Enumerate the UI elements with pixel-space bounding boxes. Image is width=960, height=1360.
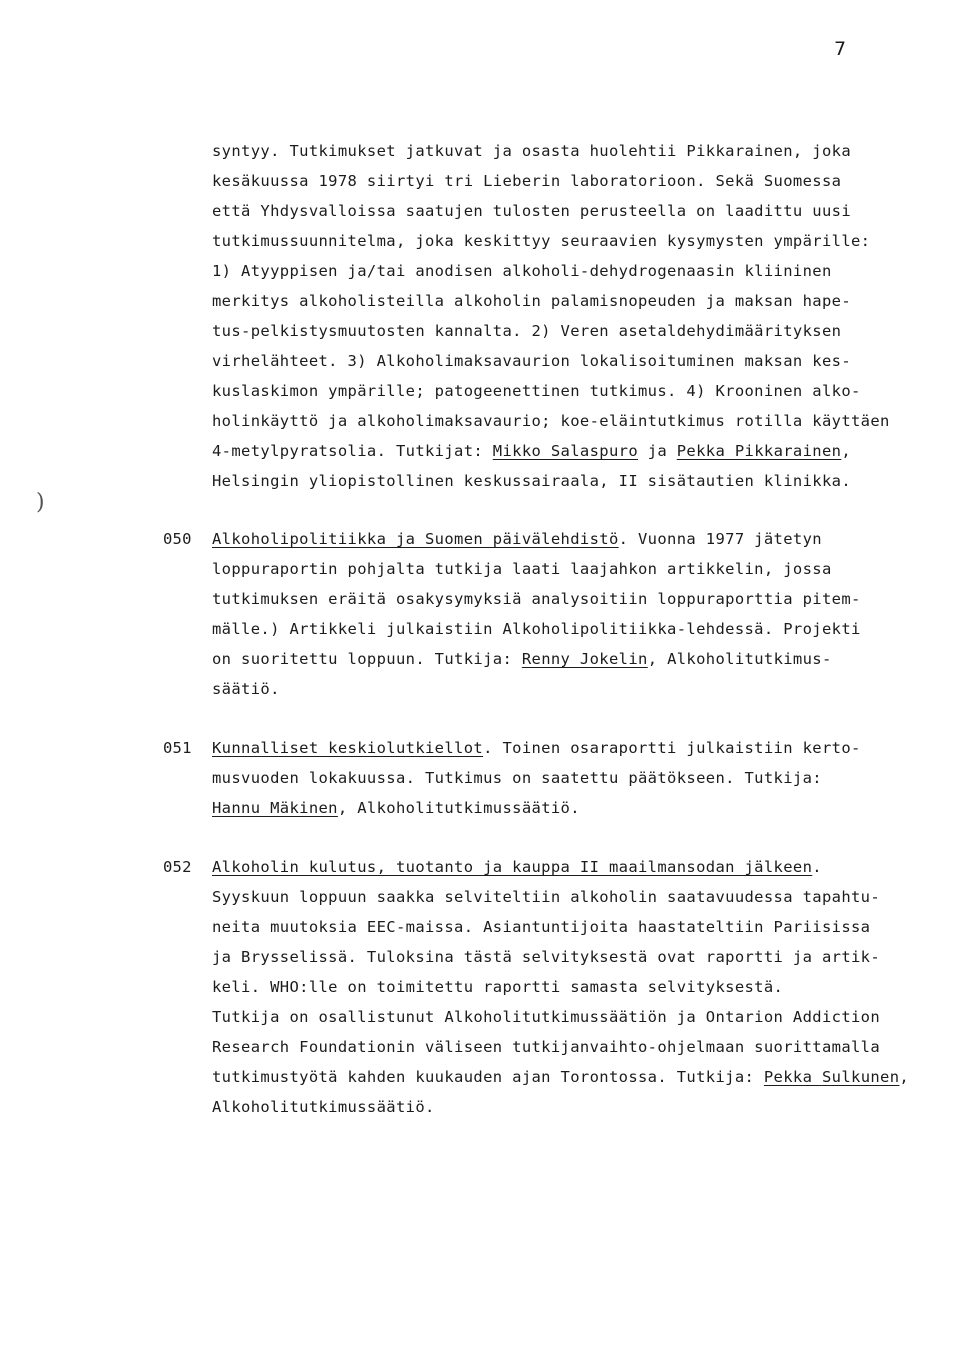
text-segment: että Yhdysvalloissa saatujen tulosten perusteella on laadittu uusi <box>212 202 851 220</box>
text-line <box>212 644 932 674</box>
text-segment: neita muutoksia EEC-maissa. Asiantuntijoita haastateltiin Pariisissa <box>212 918 871 936</box>
text-segment: , Alkoholitutkimus- <box>647 650 832 668</box>
text-segment: Helsingin yliopistollinen keskussairaala, II sisätautien klinikka. <box>212 472 851 490</box>
text-line <box>212 1002 932 1032</box>
text-segment: Tutkija on osallistunut Alkoholitutkimussäätiön ja Ontarion Addiction <box>212 1008 881 1026</box>
page-number: 7 <box>834 38 847 60</box>
text-line <box>212 972 932 1002</box>
text-line <box>212 674 932 704</box>
text-segment: kuslaskimon ympärille; patogeenettinen tutkimus. 4) Krooninen alko- <box>212 382 861 400</box>
text-segment: 4-metylpyratsolia. Tutkijat: <box>212 442 493 460</box>
text-segment: holinkäyttö ja alkoholimaksavaurio; koe-eläintutkimus rotilla käyttäen <box>212 412 890 430</box>
text-line <box>212 466 932 496</box>
text-segment: syntyy. Tutkimukset jatkuvat ja osasta huolehtii Pikkarainen, joka <box>212 142 851 160</box>
text-line <box>212 554 932 584</box>
intro-text <box>212 136 932 496</box>
text-segment: . Vuonna 1977 jätetyn <box>618 530 822 548</box>
text-segment: Research Foundationin väliseen tutkijanvaihto-ohjelmaan suorittamalla <box>212 1038 881 1056</box>
text-line <box>212 406 932 436</box>
text-line <box>212 436 932 466</box>
section-number: 051 <box>163 739 192 757</box>
text-segment: on suoritettu loppuun. Tutkija: <box>212 650 522 668</box>
text-line <box>212 166 932 196</box>
section-number: 050 <box>163 530 192 548</box>
underlined-text: Hannu Mäkinen <box>212 799 338 817</box>
text-segment: kesäkuussa 1978 siirtyi tri Lieberin laboratorioon. Sekä Suomessa <box>212 172 842 190</box>
text-line <box>212 1032 932 1062</box>
text-segment: , <box>899 1068 910 1086</box>
text-segment: säätiö. <box>212 680 280 698</box>
text-segment: tutkimuksen eräitä osakysymyksiä analysoitiin loppuraporttia pitem- <box>212 590 861 608</box>
text-segment: tus-pelkistysmuutosten kannalta. 2) Veren asetaldehydimäärityksen <box>212 322 842 340</box>
text-segment: mälle.) Artikkeli julkaistiin Alkoholipolitiikka-lehdessä. Projekti <box>212 620 861 638</box>
underlined-text: Pekka Sulkunen <box>763 1068 900 1086</box>
underlined-text: Alkoholipolitiikka ja Suomen päivälehdistö <box>212 530 619 548</box>
text-line <box>212 1092 932 1122</box>
text-line <box>212 1062 932 1092</box>
text-segment: ja <box>638 442 677 460</box>
text-line <box>212 256 932 286</box>
text-line <box>212 733 932 763</box>
text-line <box>212 793 932 823</box>
text-line <box>212 136 932 166</box>
section-text <box>212 733 932 823</box>
underlined-text: Mikko Salaspuro <box>492 442 639 460</box>
text-line <box>212 226 932 256</box>
underlined-text: Alkoholin kulutus, tuotanto ja kauppa II maailmansodan jälkeen <box>212 858 813 876</box>
text-line <box>212 316 932 346</box>
text-line <box>212 286 932 316</box>
text-segment: keli. WHO:lle on toimitettu raportti samasta selvityksestä. <box>212 978 784 996</box>
underlined-text: Kunnalliset keskiolutkiellot <box>212 739 484 757</box>
section-number: 052 <box>163 858 192 876</box>
text-segment: . <box>812 858 822 876</box>
text-segment: Syyskuun loppuun saakka selviteltiin alkoholin saatavuudessa tapahtu- <box>212 888 881 906</box>
underlined-text: Renny Jokelin <box>521 650 648 668</box>
margin-mark: ) <box>36 490 45 515</box>
text-line <box>212 196 932 226</box>
text-line <box>212 376 932 406</box>
text-segment: 1) Atyyppisen ja/tai anodisen alkoholi-dehydrogenaasin kliininen <box>212 262 832 280</box>
text-segment: merkitys alkoholisteilla alkoholin palamisnopeuden ja maksan hape- <box>212 292 851 310</box>
text-segment: tutkimussuunnitelma, joka keskittyy seuraavien kysymysten ympärille: <box>212 232 871 250</box>
text-line <box>212 524 932 554</box>
text-segment: . Toinen osaraportti julkaistiin kerto- <box>483 739 861 757</box>
text-line <box>212 763 932 793</box>
text-line <box>212 882 932 912</box>
text-line <box>212 614 932 644</box>
text-line <box>212 912 932 942</box>
text-line <box>212 852 932 882</box>
underlined-text: Pekka Pikkarainen <box>676 442 842 460</box>
text-segment: virhelähteet. 3) Alkoholimaksavaurion lokalisoituminen maksan kes- <box>212 352 851 370</box>
section-text <box>212 524 932 704</box>
text-line <box>212 942 932 972</box>
text-segment: , Alkoholitutkimussäätiö. <box>337 799 580 817</box>
section-text <box>212 852 932 1122</box>
text-line <box>212 584 932 614</box>
text-segment: loppuraportin pohjalta tutkija laati laajahkon artikkelin, jossa <box>212 560 832 578</box>
text-segment: Alkoholitutkimussäätiö. <box>212 1098 435 1116</box>
text-segment: , <box>841 442 852 460</box>
text-segment: musvuoden lokakuussa. Tutkimus on saatettu päätökseen. Tutkija: <box>212 769 822 787</box>
text-segment: ja Brysselissä. Tuloksina tästä selvityksestä ovat raportti ja artik- <box>212 948 881 966</box>
text-segment: tutkimustyötä kahden kuukauden ajan Torontossa. Tutkija: <box>212 1068 764 1086</box>
text-line <box>212 346 932 376</box>
